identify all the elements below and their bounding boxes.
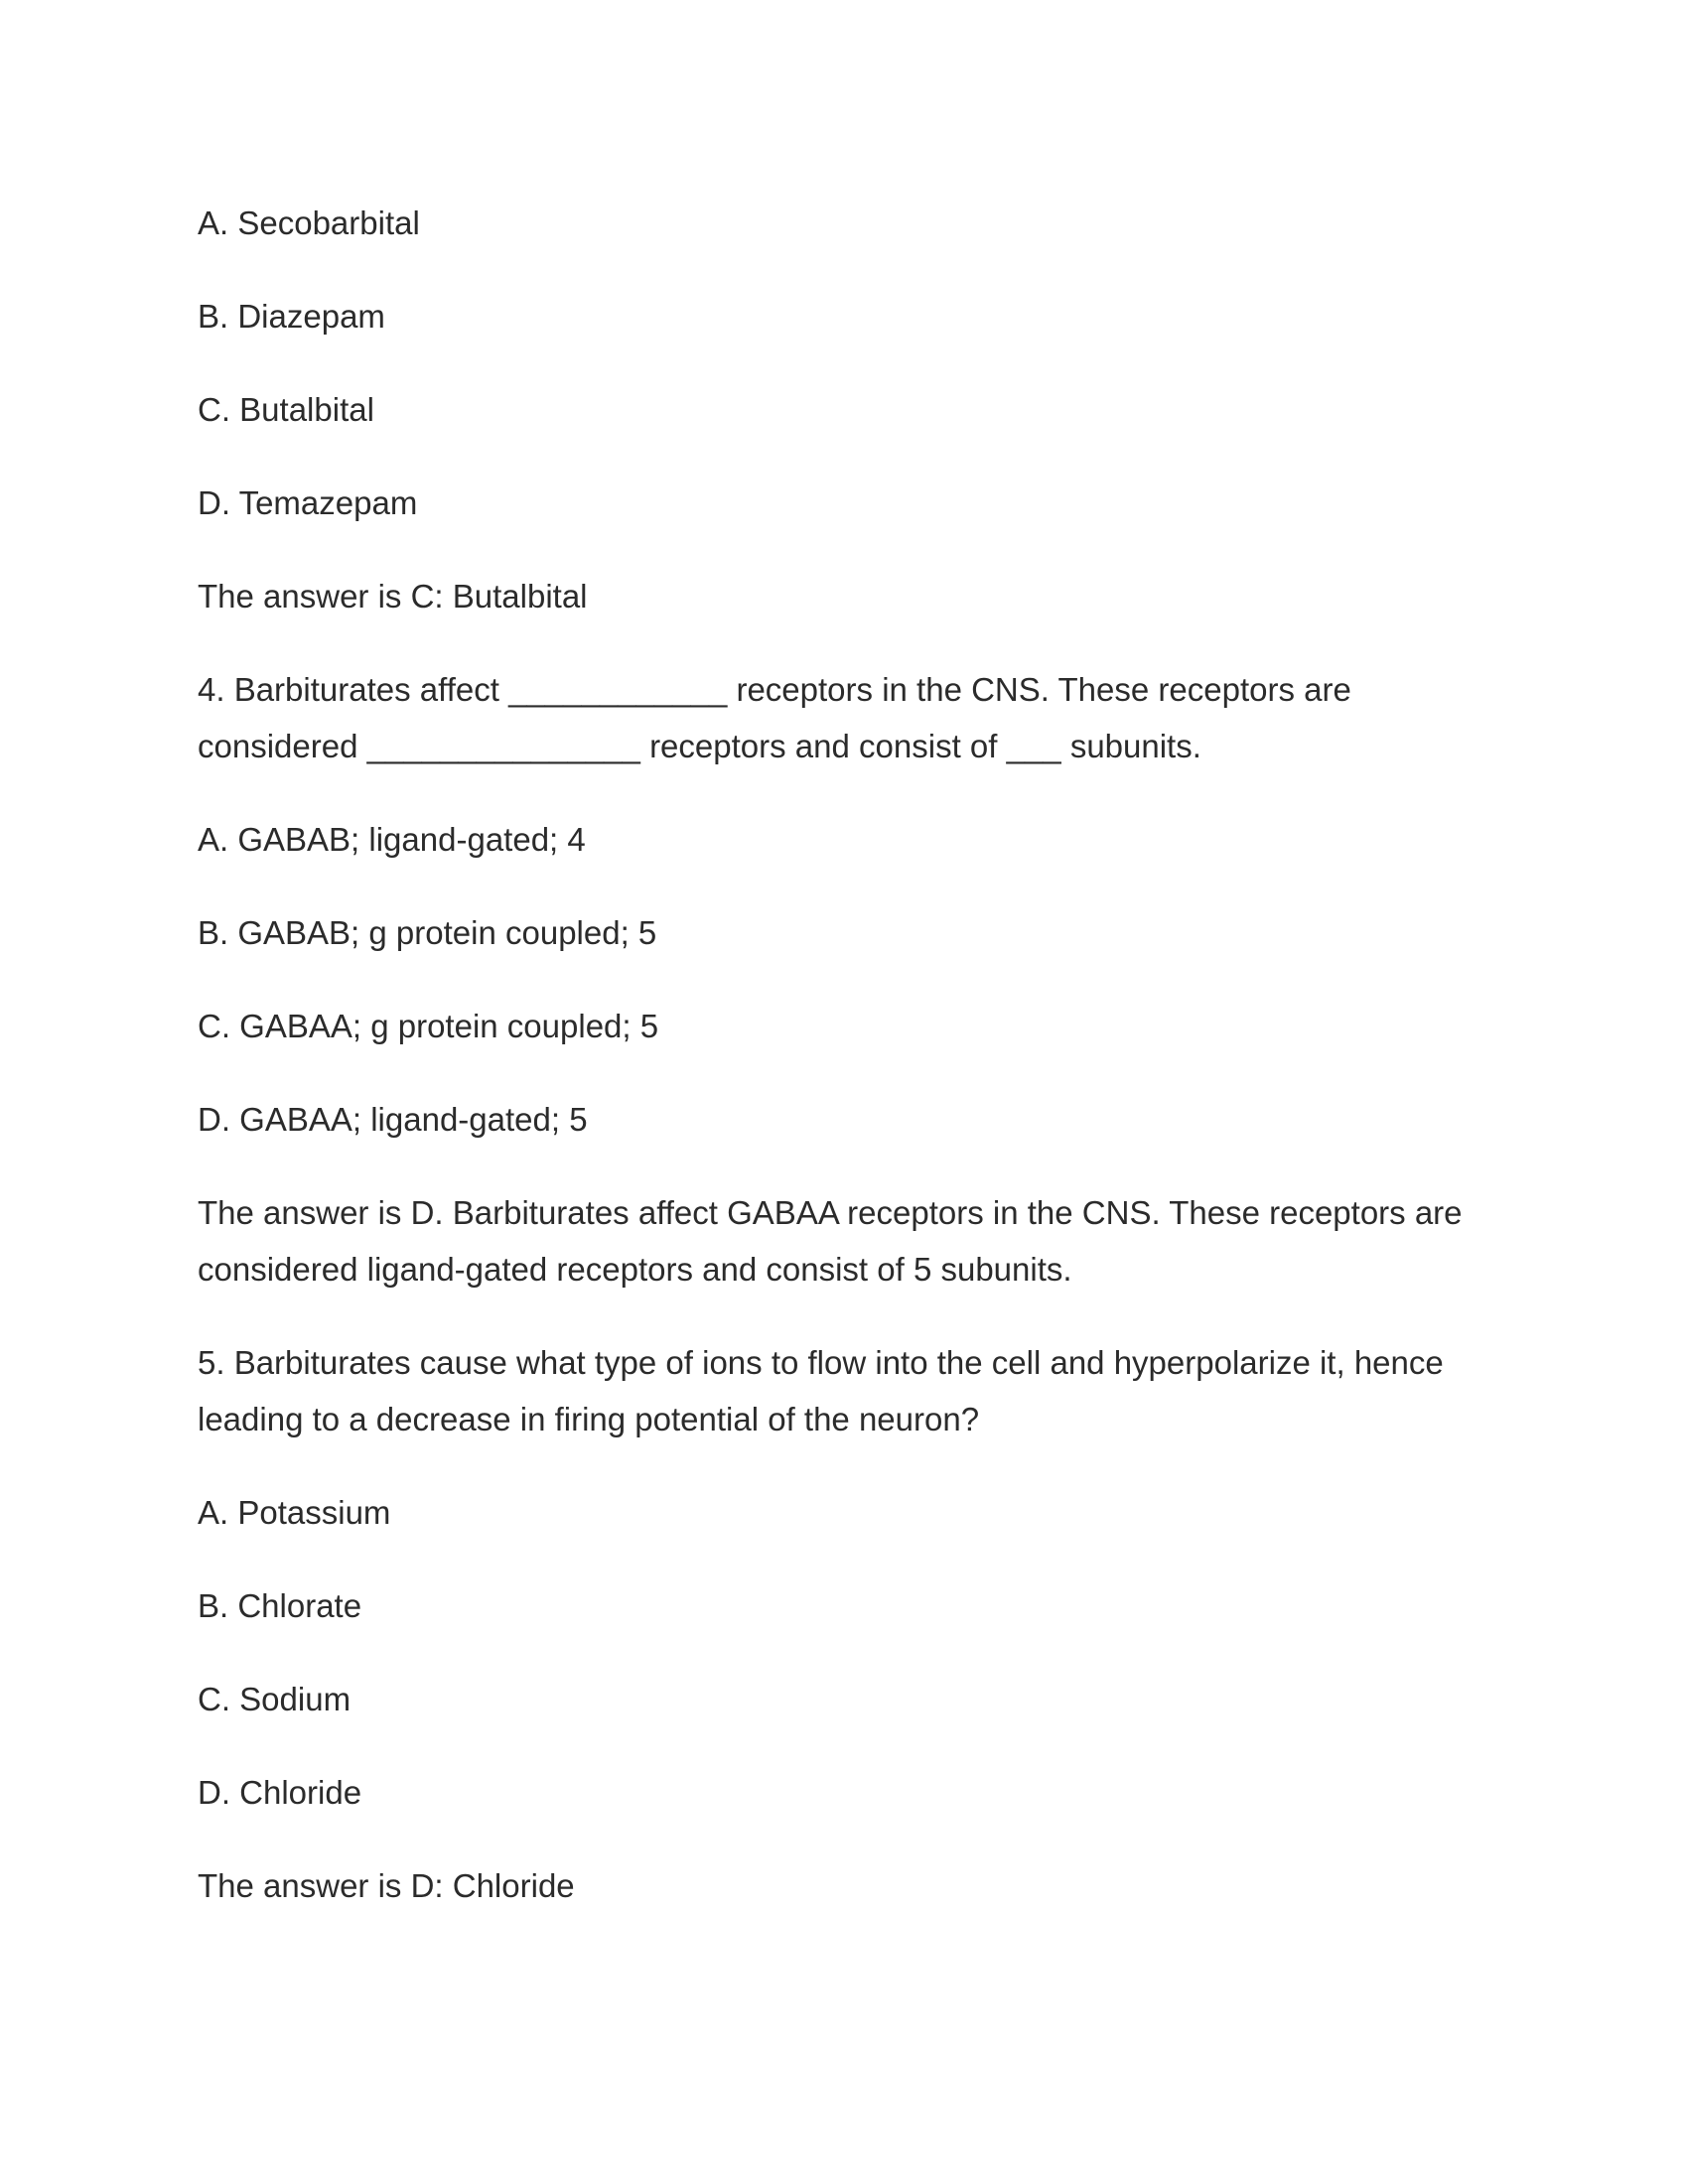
q3-option-a: A. Secobarbital — [198, 205, 420, 241]
q4-question: 4. Barbiturates affect ____________ receptors in the CNS. These receptors are considered _______________ receptors and consist of ___ subunits. — [198, 671, 1351, 764]
q5-option-d: D. Chloride — [198, 1774, 362, 1811]
q5-question: 5. Barbiturates cause what type of ions to flow into the cell and hyperpolarize it, hence leading to a decrease in firing potential of the neuron? — [198, 1344, 1444, 1437]
q4-option-a: A. GABAB; ligand-gated; 4 — [198, 821, 586, 858]
q5-option-b: B. Chlorate — [198, 1587, 362, 1624]
q5-answer: The answer is D: Chloride — [198, 1867, 575, 1904]
q5-option-c: C. Sodium — [198, 1681, 352, 1717]
q4-answer: The answer is D. Barbiturates affect GABAA receptors in the CNS. These receptors are considered ligand-gated receptors and consist of 5 subunits. — [198, 1194, 1463, 1288]
q3-option-b: B. Diazepam — [198, 298, 385, 335]
q3-option-d: D. Temazepam — [198, 484, 418, 521]
q3-option-c: C. Butalbital — [198, 391, 374, 428]
q5-option-a: A. Potassium — [198, 1494, 391, 1531]
q4-option-b: B. GABAB; g protein coupled; 5 — [198, 914, 657, 951]
q3-answer: The answer is C: Butalbital — [198, 578, 588, 614]
q4-option-c: C. GABAA; g protein coupled; 5 — [198, 1008, 659, 1044]
q4-option-d: D. GABAA; ligand-gated; 5 — [198, 1101, 588, 1138]
document-content — [198, 195, 1508, 1950]
